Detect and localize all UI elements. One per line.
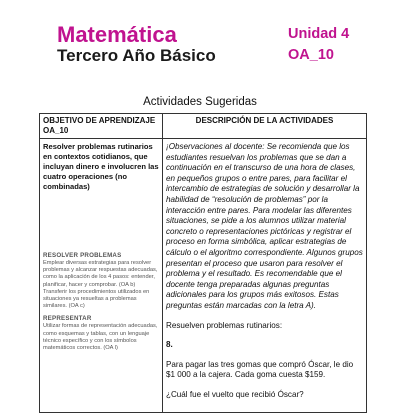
- problem-number: 8.: [166, 340, 173, 350]
- section-title: Actividades Sugeridas: [143, 96, 257, 108]
- grade-subtitle: Tercero Año Básico: [57, 46, 216, 65]
- skill-text-representar: Utilizar formas de representación adecuadas, como esquemas y tablas, con un lenguaje técnico específico y con los símbolos matemáticos correctos. (OA l): [43, 323, 158, 352]
- skill-text-resolver: Emplear diversas estrategias para resolver problemas y alcanzar respuestas adecuadas, como la aplicación de los 4 pasos: entender, planificar, hacer y comprobar. (OA b) Transferir los procedimientos utilizados en situaciones ya resueltas a problemas similares. (OA c): [43, 260, 158, 310]
- objective-cell: [40, 139, 163, 413]
- description-cell: [163, 139, 367, 413]
- problem-question: ¿Cuál fue el vuelto que recibió Óscar?: [166, 389, 304, 399]
- unit-label: Unidad 4: [288, 26, 350, 42]
- table-header-row: [40, 114, 367, 139]
- subject-title: Matemática: [57, 22, 177, 47]
- activities-table: [39, 113, 367, 413]
- objective-text: Resolver problemas rutinarios en contextos cotidianos, que incluyan dinero e involucren las cuatro operaciones (no combinadas): [43, 142, 159, 191]
- teacher-observation: ¡Observaciones al docente: Se recomienda que los estudiantes resuelvan los problemas que se dan a continuación en el transcurso de una hora de clases, en pequeños grupos o entre pares, para facilitar el intercambio de estrategias de solución y desarrollar la habilidad de “resolución de problemas” por la interacción entre pares. Para modelar las diferentes situaciones, se pide a los alumnos utilizar material concreto o representaciones pictóricas y registrar el proceso en forma simbólica, aplicar estrategias de cálculo o el algoritmo correspondiente. Algunos grupos presentan el proceso que usaron para resolver el problema y el resultado. Es recomendable que el docente tenga preparadas algunas preguntas adicionales para los grupos más exitosos. Estas preguntas están marcadas con la letra A).: [166, 142, 363, 310]
- activity-intro: Resuelven problemas rutinarios:: [166, 320, 283, 330]
- skill-title-resolver: RESOLVER PROBLEMAS: [43, 252, 122, 259]
- skill-title-representar: REPRESENTAR: [43, 315, 92, 323]
- objective-header: OBJETIVO DE APRENDIZAJE OA_10: [40, 114, 163, 139]
- table-row: [40, 139, 367, 413]
- problem-text: Para pagar las tres gomas que compró Óscar, le dio $1 000 a la cajera. Cada goma cuesta $159.: [166, 359, 354, 380]
- description-header: DESCRIPCIÓN DE LA ACTIVIDADES: [163, 114, 367, 139]
- oa-label: OA_10: [288, 47, 334, 63]
